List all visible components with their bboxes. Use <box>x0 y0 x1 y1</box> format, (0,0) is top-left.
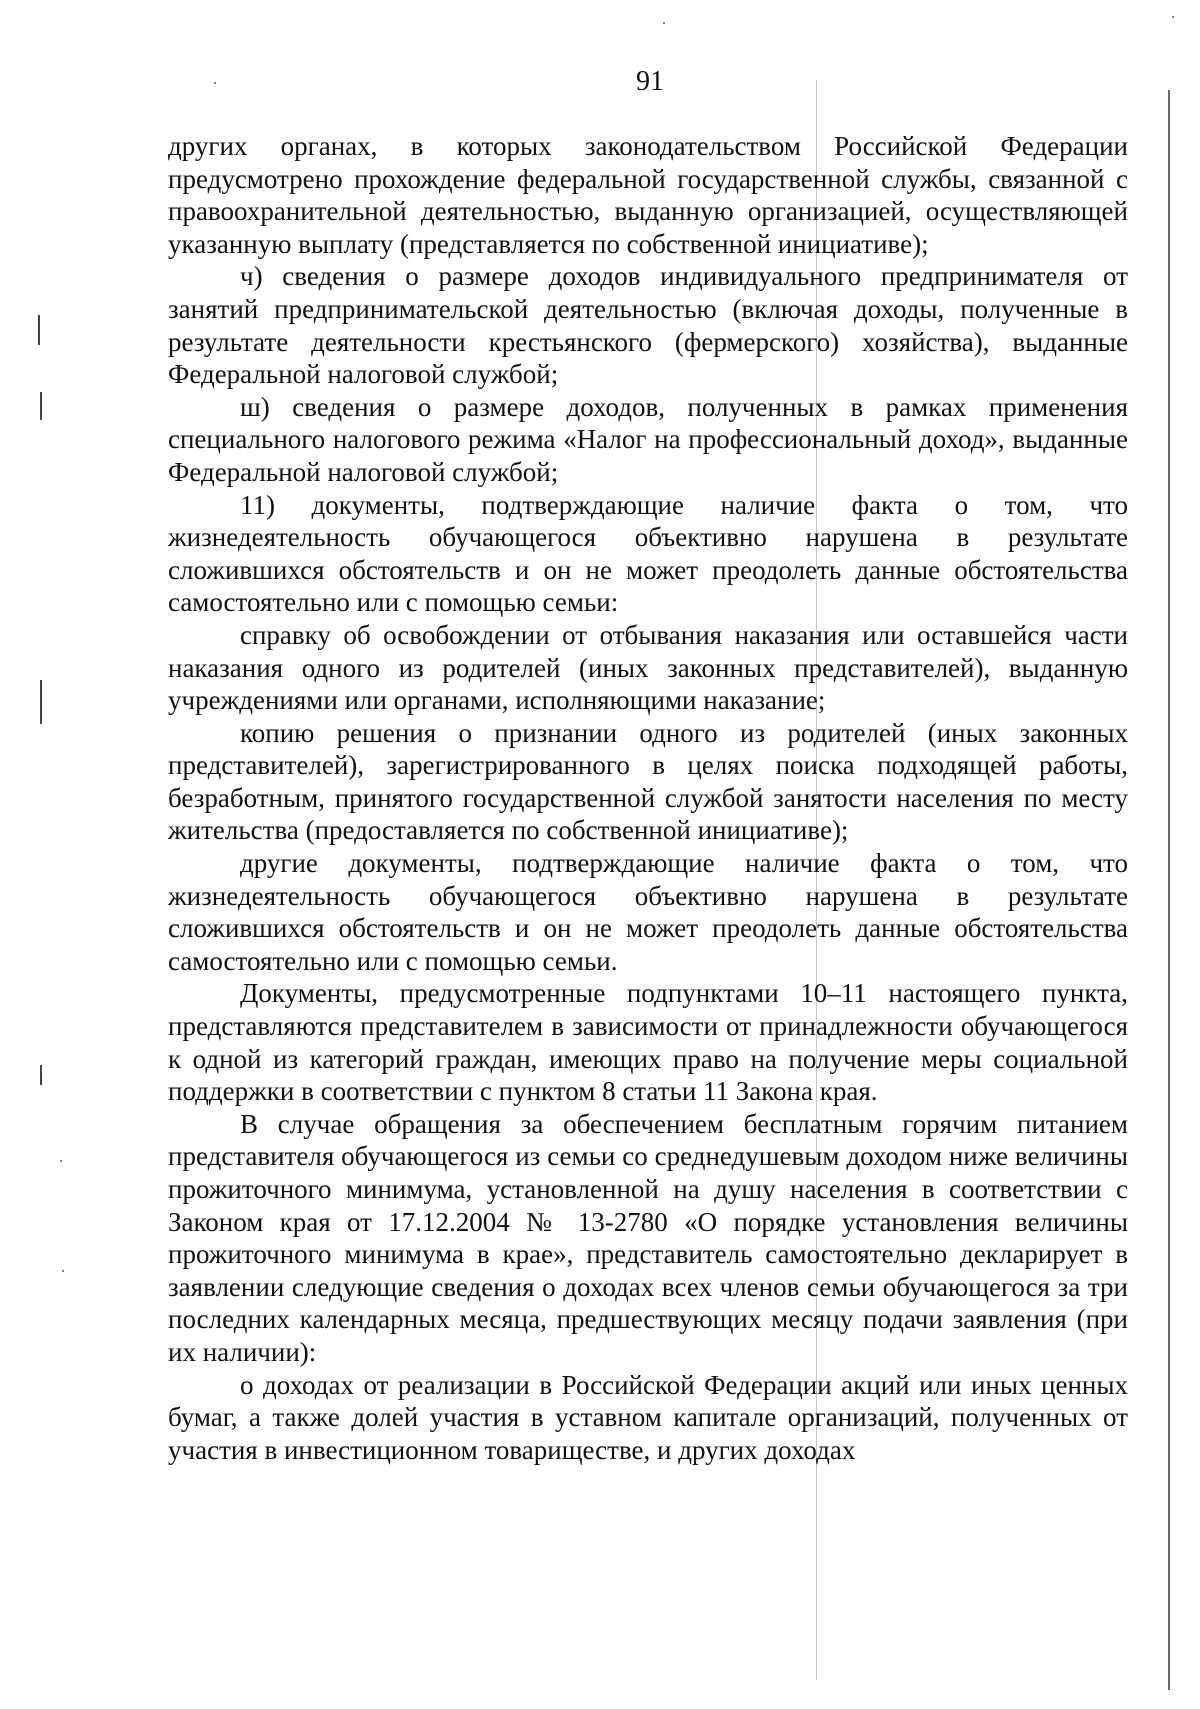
scan-artifact-line <box>38 315 40 345</box>
scan-artifact-dot <box>1172 16 1174 18</box>
paragraph: ч) сведения о размере доходов индивидуального предпринимателя от занятий предпринимательской деятельностью (включая доходы, полученные в результате деятельности крестьянского (фермерского) хозяйства), выданные Федеральной налоговой службой; <box>168 261 1128 390</box>
scan-artifact-dot <box>60 1160 62 1162</box>
paragraph: справку об освобождении от отбывания наказания или оставшейся части наказания одного из родителей (иных законных представителей), выданную учреждениями или органами, исполняющими наказание; <box>168 619 1128 716</box>
paragraph: копию решения о признании одного из родителей (иных законных представителей), зарегистрированного в целях поиска подходящей работы, безработным, принятого государственной службой занятости населения по месту жительства (предоставляется по собственной инициативе); <box>168 717 1128 846</box>
scan-artifact-line <box>40 1065 42 1085</box>
paragraph: ш) сведения о размере доходов, полученных в рамках применения специального налогового режима «Налог на профессиональный доход», выданные Федеральной налоговой службой; <box>168 391 1128 487</box>
paragraph: 11) документы, подтверждающие наличие факта о том, что жизнедеятельность обучающегося объективно нарушена в результате сложившихся обстоятельств и он не может преодолеть данные обстоятельства самостоятельно или с помощью семьи: <box>168 489 1128 618</box>
paragraph: других органах, в которых законодательством Российской Федерации предусмотрено прохождение федеральной государственной службы, связанной с правоохранительной деятельностью, выданную организацией, осуществляющей указанную выплату (представляется по собственной инициативе); <box>168 131 1128 259</box>
paragraph: о доходах от реализации в Российской Федерации акций или иных ценных бумаг, а также долей участия в уставном капитале организаций, полученных от участия в инвестиционном товариществе, и других доходах <box>168 1369 1128 1465</box>
paragraph: В случае обращения за обеспечением бесплатным горячим питанием представителя обучающегося из семьи со среднедушевым доходом ниже величины прожиточного минимума, установленной на душу населения в соответствии с Законом края от 17.12.2004 № 13-2780 «О порядке установления величины прожиточного минимума в крае», представитель самостоятельно декларирует в заявлении следующие сведения о доходах всех членов семьи обучающегося за три последних календарных месяца, предшествующих месяцу подачи заявления (при их наличии): <box>168 1108 1128 1367</box>
document-body <box>168 130 1128 1466</box>
paragraph: другие документы, подтверждающие наличие факта о том, что жизнедеятельность обучающегося объективно нарушена в результате сложившихся обстоятельств и он не может преодолеть данные обстоятельства самостоятельно или с помощью семьи. <box>168 848 1128 976</box>
page-number: 91 <box>636 66 664 97</box>
scan-artifact-line <box>40 392 42 420</box>
scan-artifact-line <box>1168 90 1170 1690</box>
scan-artifact-dot <box>663 22 665 24</box>
scan-artifact-dot <box>62 1270 64 1272</box>
paragraph: Документы, предусмотренные подпунктами 10–11 настоящего пункта, представляются представителем в зависимости от принадлежности обучающегося к одной из категорий граждан, имеющих право на получение меры социальной поддержки в соответствии с пунктом 8 статьи 11 Закона края. <box>168 978 1128 1107</box>
scan-artifact-line <box>40 680 42 724</box>
